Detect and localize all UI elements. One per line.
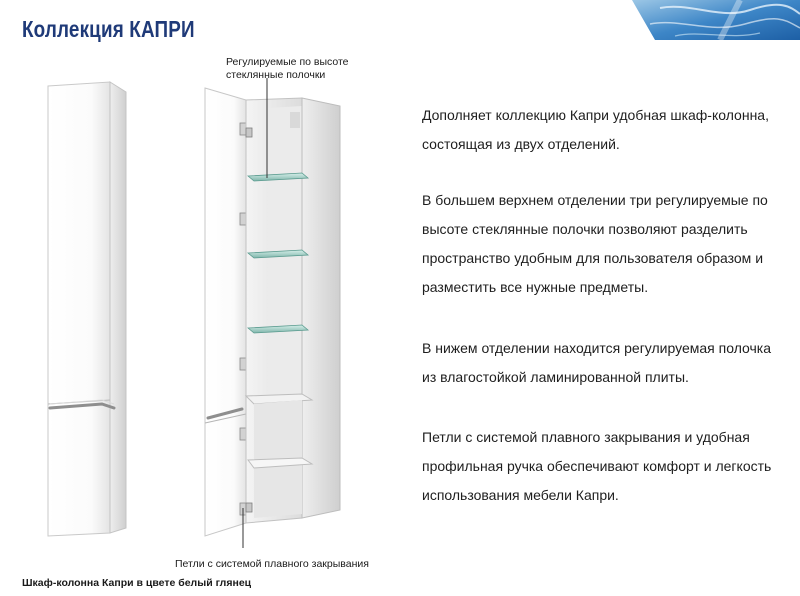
shelves-annotation-line-1: Регулируемые по высоте <box>226 56 349 68</box>
page-title: Коллекция КАПРИ <box>22 16 195 42</box>
description <box>422 101 792 542</box>
description-paragraph <box>422 101 792 159</box>
product-illustration <box>40 78 370 548</box>
description-line: из влагостойкой ламинированной плиты. <box>422 369 689 385</box>
description-line: разместить все нужные предметы. <box>422 279 649 295</box>
description-line: высоте стеклянные полочки позволяют разделить <box>422 221 748 237</box>
decorative-header-image <box>620 0 800 40</box>
closed-cabinet <box>48 82 126 536</box>
description-paragraph <box>422 334 792 392</box>
description-line: В нижем отделении находится регулируемая полочка <box>422 340 772 356</box>
shelves-annotation-line-2: стеклянные полочки <box>226 69 326 81</box>
description-line: профильная ручка обеспечивают комфорт и легкость <box>422 458 772 474</box>
description-line: Петли с системой плавного закрывания и удобная <box>422 429 750 445</box>
description-line: В большем верхнем отделении три регулируемые по <box>422 192 768 208</box>
description-line: состоящая из двух отделений. <box>422 136 620 152</box>
description-paragraph <box>422 423 792 510</box>
description-line: пространство удобным для пользователя образом и <box>422 250 764 266</box>
description-paragraph <box>422 186 792 302</box>
hinges-annotation: Петли с системой плавного закрывания <box>175 558 369 570</box>
open-cabinet <box>205 88 340 536</box>
description-line: Дополняет коллекцию Капри удобная шкаф-колонна, <box>422 107 769 123</box>
product-caption: Шкаф-колонна Капри в цвете белый глянец <box>22 577 252 589</box>
description-line: использования мебели Капри. <box>422 487 619 503</box>
shelves-annotation <box>226 56 349 82</box>
